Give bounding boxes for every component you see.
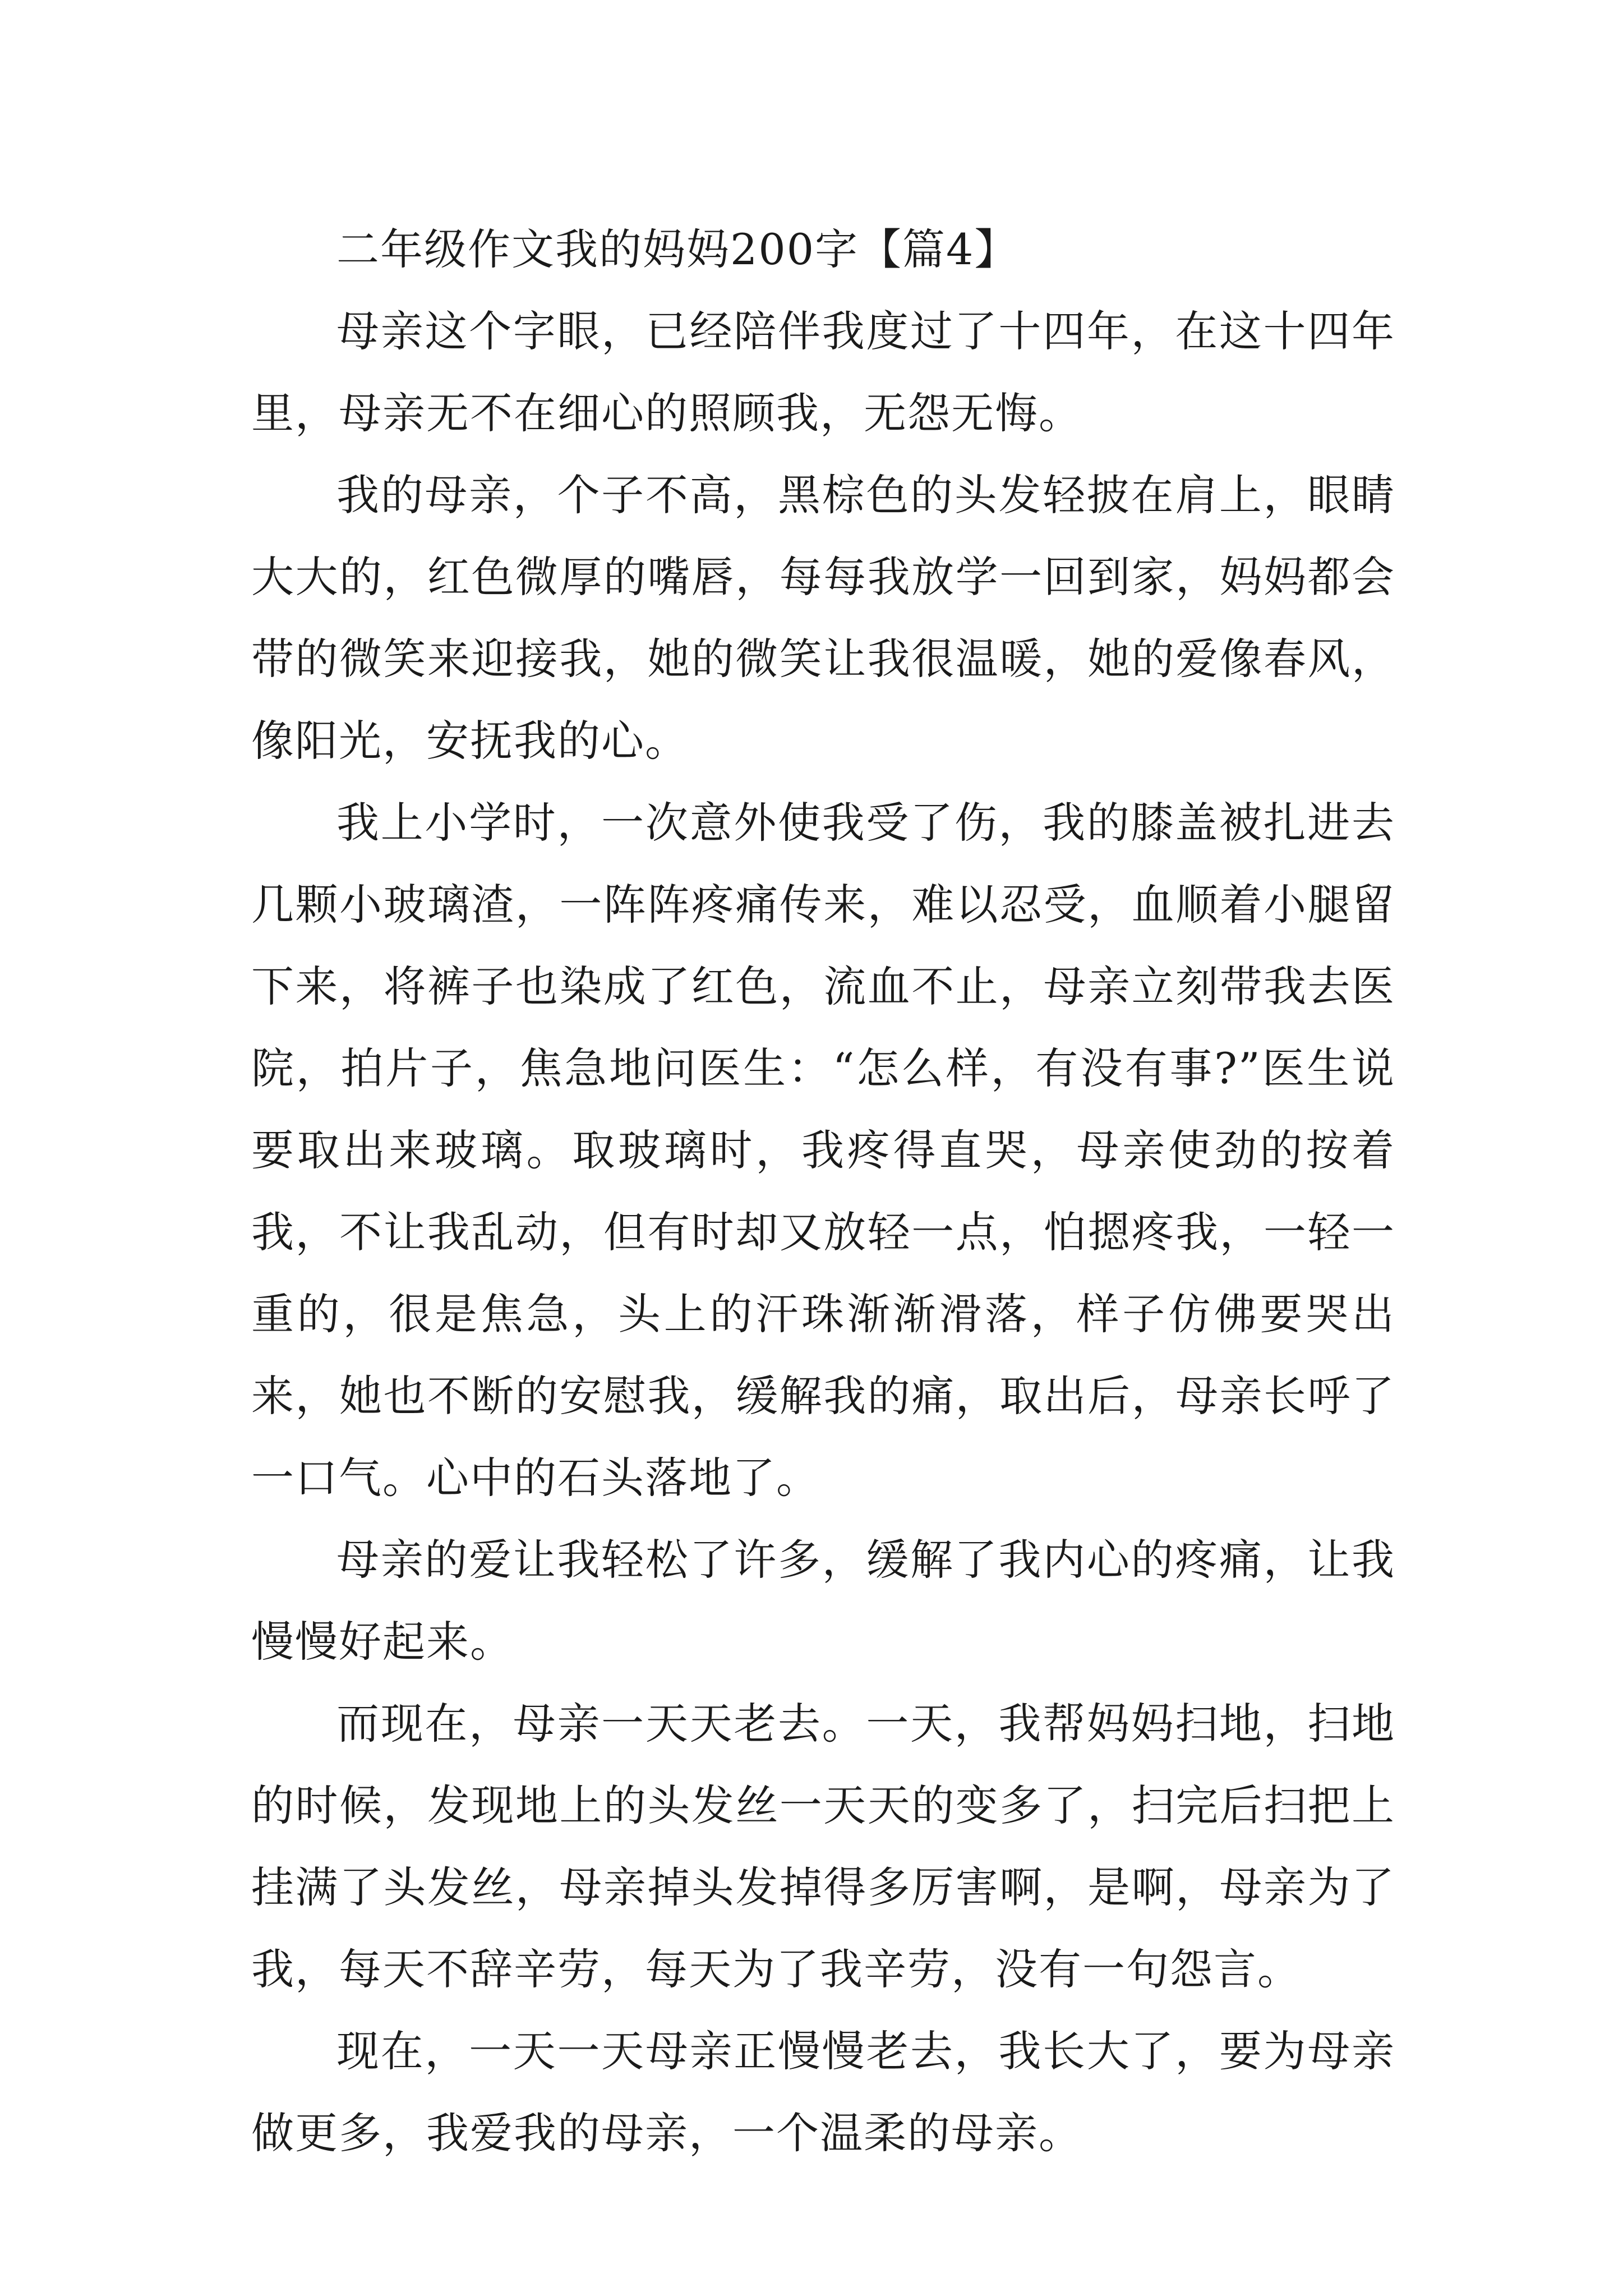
paragraph-3: 我上小学时，一次意外使我受了伤，我的膝盖被扎进去几颗小玻璃渣，一阵阵疼痛传来，难以忍受，血顺着小腿留下来，将裤子也染成了红色，流血不止，母亲立刻带我去医院，拍片子，焦急地问医生：“怎么样，有没有事?”医生说要取出来玻璃。取玻璃时，我疼得直哭，母亲使劲的按着我，不让我乱动，但有时却又放轻一点，怕摁疼我，一轻一重的，很是焦急，头上的汗珠渐渐滑落，样子仿佛要哭出来，她也不断的安慰我，缓解我的痛，取出后，母亲长呼了一口气。心中的石头落地了。: [251, 798, 1395, 1503]
paragraph-2: 我的母亲，个子不高，黑棕色的头发轻披在肩上，眼睛大大的，红色微厚的嘴唇，每每我放学一回到家，妈妈都会带的微笑来迎接我，她的微笑让我很温暖，她的爱像春风，像阳光，安抚我的心。: [251, 470, 1395, 766]
essay-title: 二年级作文我的妈妈200字【篇4】: [336, 224, 1018, 274]
paragraph-6: 现在，一天一天母亲正慢慢老去，我长大了，要为母亲做更多，我爱我的母亲，一个温柔的母亲。: [251, 2026, 1395, 2158]
paragraph-1: 母亲这个字眼，已经陪伴我度过了十四年，在这十四年里，母亲无不在细心的照顾我，无怨无悔。: [251, 306, 1395, 438]
essay-body: [251, 209, 1395, 2174]
paragraph-5: 而现在，母亲一天天老去。一天，我帮妈妈扫地，扫地的时候，发现地上的头发丝一天天的变多了，扫完后扫把上挂满了头发丝，母亲掉头发掉得多厉害啊，是啊，母亲为了我，每天不辞辛劳，每天为了我辛劳，没有一句怨言。: [251, 1699, 1395, 1994]
paragraph-4: 母亲的爱让我轻松了许多，缓解了我内心的疼痛，让我慢慢好起来。: [251, 1535, 1395, 1667]
